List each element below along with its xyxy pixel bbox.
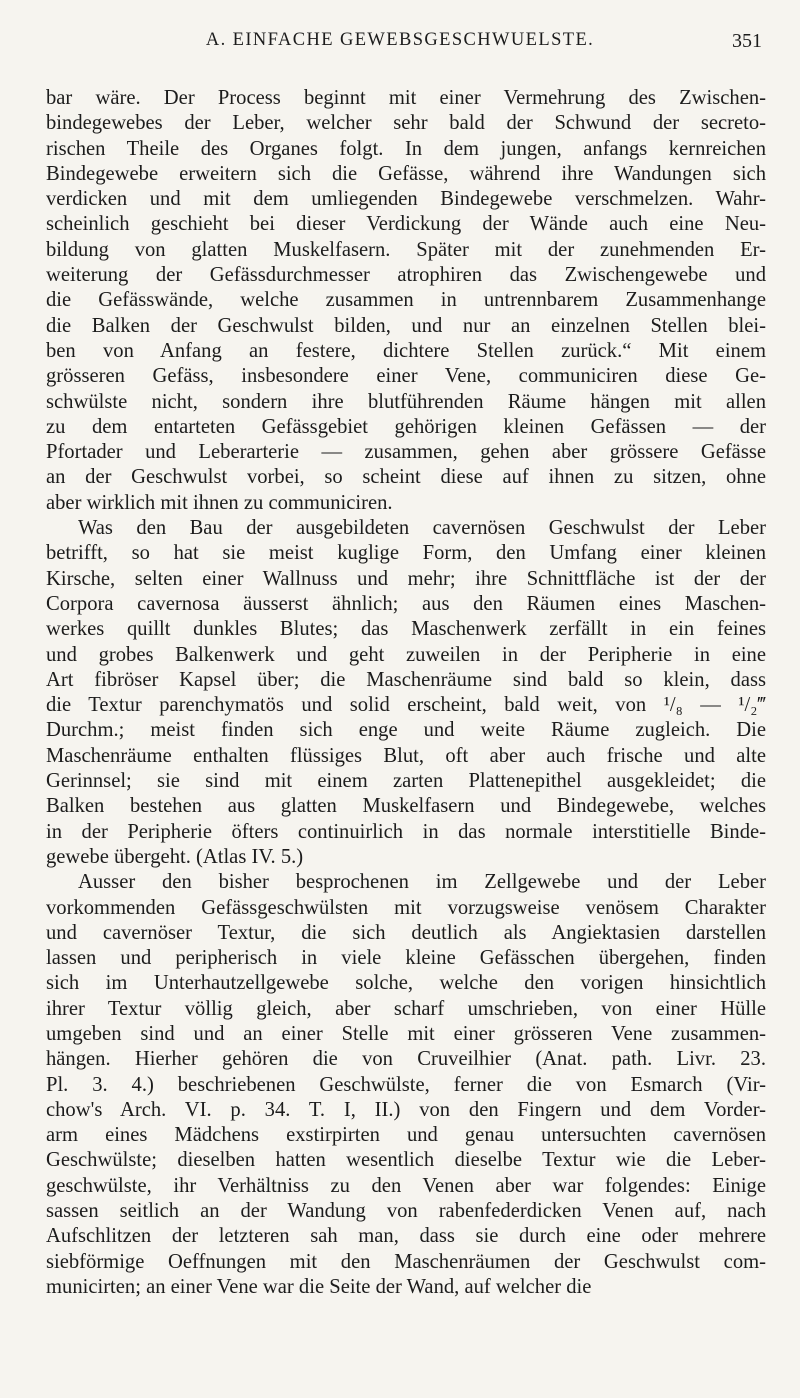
page-number: 351 <box>732 30 762 52</box>
text-line: lassen und peripherisch in viele kleine Gefässchen übergehen, finden <box>46 947 766 970</box>
text-line: vorkommenden Gefässgeschwülsten mit vorzugsweise venösem Charakter <box>46 896 766 919</box>
text-line: ben von Anfang an festere, dichtere Stellen zurück.“ Mit einem <box>46 339 766 362</box>
text-line: geschwülste, ihr Verhältniss zu den Venen aber war folgendes: Einige <box>46 1174 766 1197</box>
text-line: Pl. 3. 4.) beschriebenen Geschwülste, ferner die von Esmarch (Vir- <box>46 1073 766 1096</box>
text-line: Aufschlitzen der letzteren sah man, dass sie durch eine oder mehrere <box>46 1225 766 1248</box>
text-line: rischen Theile des Organes folgt. In dem jungen, anfangs kernreichen <box>46 137 766 160</box>
text-line: arm eines Mädchens exstirpirten und genau untersuchten cavernösen <box>46 1124 766 1147</box>
text-line: in der Peripherie öfters continuirlich in das normale interstitielle Binde- <box>46 820 766 843</box>
text-line: und cavernöser Textur, die sich deutlich als Angiektasien darstellen <box>46 921 766 944</box>
text-line: Was den Bau der ausgebildeten cavernösen Geschwulst der Leber <box>78 517 766 540</box>
text-line: die Balken der Geschwulst bilden, und nur an einzelnen Stellen blei- <box>46 314 766 337</box>
text-line: Balken bestehen aus glatten Muskelfasern und Bindegewebe, welches <box>46 795 766 818</box>
text-line: umgeben sind und an einer Stelle mit einer grösseren Vene zusammen- <box>46 1022 766 1045</box>
running-head <box>0 14 800 58</box>
text-line: sich im Unterhautzellgewebe solche, welche den vorigen hinsichtlich <box>46 972 766 995</box>
text-line: siebförmige Oeffnungen mit den Maschenräumen der Geschwulst com- <box>46 1250 766 1273</box>
text-line: bar wäre. Der Process beginnt mit einer Vermehrung des Zwischen- <box>46 87 766 109</box>
text-line: an der Geschwulst vorbei, so scheint diese auf ihnen zu sitzen, ohne <box>46 466 766 489</box>
text-line: scheinlich geschieht bei dieser Verdickung der Wände auch eine Neu- <box>46 213 766 236</box>
text-line: die Gefässwände, welche zusammen in untrennbarem Zusammenhange <box>46 289 766 312</box>
running-head-title: A. EINFACHE GEWEBSGESCHWUELSTE. <box>205 30 595 50</box>
text-line: Ausser den bisher besprochenen im Zellgewebe und der Leber <box>78 871 766 894</box>
text-line: municirten; an einer Vene war die Seite der Wand, auf welcher die <box>46 1275 592 1298</box>
text-line: Maschenräume enthalten flüssiges Blut, oft aber auch frische und alte <box>46 744 766 767</box>
text-line: Art fibröser Kapsel über; die Maschenräume sind bald so klein, dass <box>46 668 766 691</box>
text-line: hängen. Hierher gehören die von Cruveilhier (Anat. path. Livr. 23. <box>46 1048 766 1071</box>
text-line: Kirsche, selten einer Wallnuss und mehr; ihre Schnittfläche ist der der <box>46 567 766 590</box>
text-line: werkes quillt dunkles Blutes; das Maschenwerk zerfällt in ein feines <box>46 618 766 641</box>
text-line: Durchm.; meist finden sich enge und weite Räume zugleich. Die <box>46 719 766 742</box>
text-line: Gerinnsel; sie sind mit einem zarten Plattenepithel ausgekleidet; die <box>46 770 766 793</box>
text-line: aber wirklich mit ihnen zu communiciren. <box>46 491 393 514</box>
text-line: sassen seitlich an der Wandung von rabenfederdicken Venen auf, nach <box>46 1200 766 1223</box>
text-line: ihrer Textur völlig gleich, aber scharf umschrieben, von einer Hülle <box>46 997 766 1020</box>
text-line: grösseren Gefäss, insbesondere einer Vene, communiciren diese Ge- <box>46 365 766 388</box>
text-line: betrifft, so hat sie meist kuglige Form, den Umfang einer kleinen <box>46 542 766 565</box>
text-line: Bindegewebe erweitern sich die Gefässe, während ihre Wandungen sich <box>46 162 766 185</box>
text-line: zu dem entarteten Gefässgebiet gehörigen kleinen Gefässen — der <box>46 415 766 438</box>
text-line: schwülste nicht, sondern ihre blutführenden Räume hängen mit allen <box>46 390 766 413</box>
text-line: verdicken und mit dem umliegenden Bindegewebe verschmelzen. Wahr- <box>46 188 766 211</box>
text-line: die Textur parenchymatös und solid erscheint, bald weit, von ¹/₈ — ¹/₂‴ <box>46 694 766 717</box>
text-line: bindegewebes der Leber, welcher sehr bald der Schwund der secreto- <box>46 112 766 135</box>
text-line: und grobes Balkenwerk und geht zuweilen in der Peripherie in eine <box>46 643 766 666</box>
text-line: weiterung der Gefässdurchmesser atrophiren das Zwischengewebe und <box>46 264 766 287</box>
text-line: Corpora cavernosa äusserst ähnlich; aus den Räumen eines Maschen- <box>46 592 766 615</box>
text-line: Geschwülste; dieselben hatten wesentlich dieselbe Textur wie die Leber- <box>46 1149 766 1172</box>
text-line: chow's Arch. VI. p. 34. T. I, II.) von den Fingern und dem Vorder- <box>46 1098 766 1121</box>
text-line: bildung von glatten Muskelfasern. Später mit der zunehmenden Er- <box>46 238 766 261</box>
text-line: gewebe übergeht. (Atlas IV. 5.) <box>46 845 304 868</box>
body-text <box>46 86 766 1300</box>
text-line: Pfortader und Leberarterie — zusammen, gehen aber grössere Gefässe <box>46 441 766 464</box>
